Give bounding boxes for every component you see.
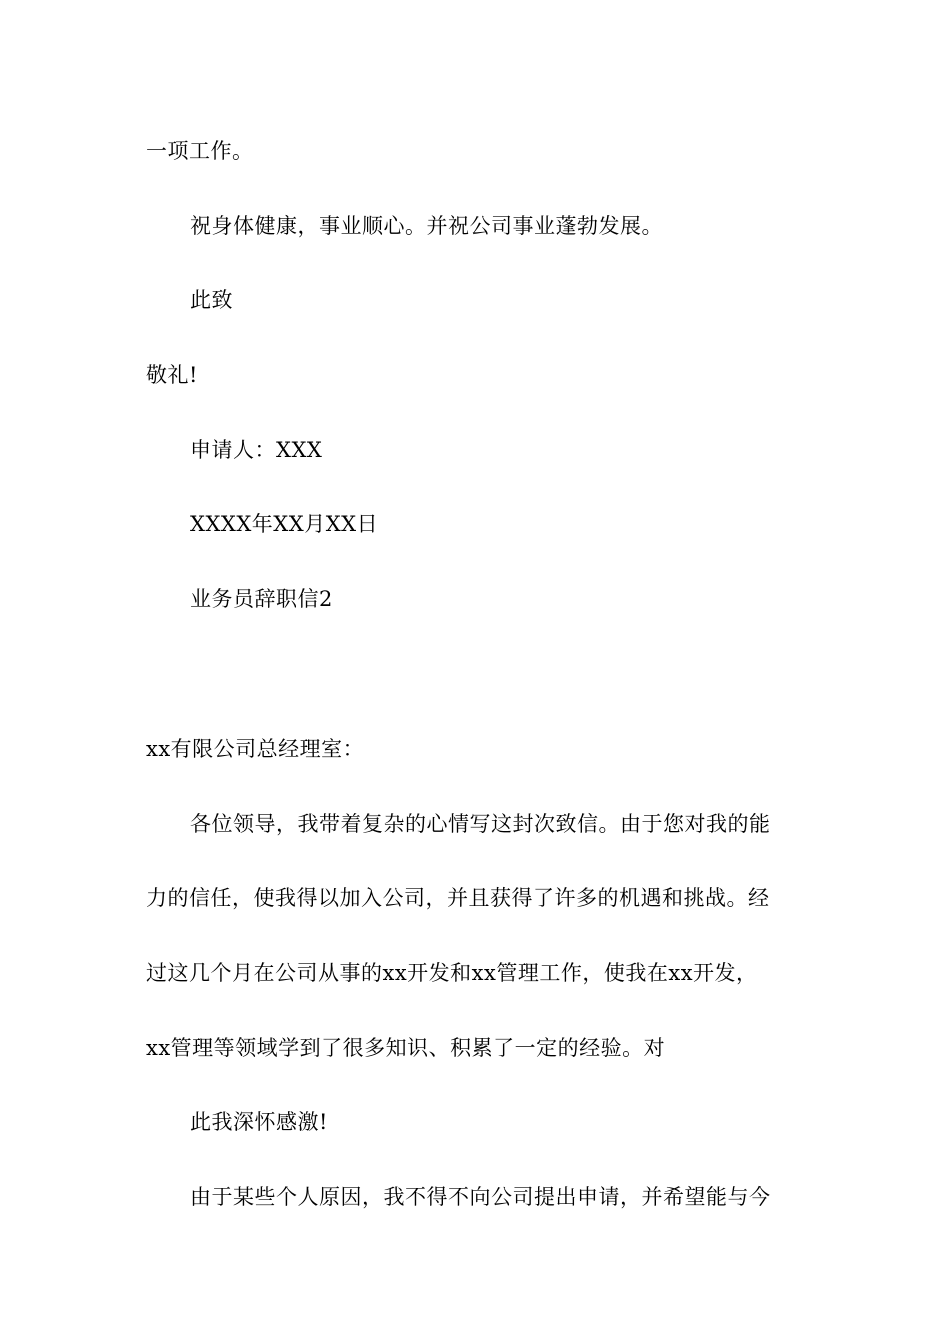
- text-line-applicant: 申请人：XXX: [190, 438, 323, 462]
- text-line-paragraph: 此我深怀感激!: [190, 1110, 328, 1134]
- text-line-paragraph: xx管理等领域学到了很多知识、积累了一定的经验。对: [146, 1036, 666, 1060]
- text-line-salutation-regards: 敬礼!: [146, 363, 198, 387]
- text-line-paragraph: 力的信任，使我得以加入公司，并且获得了许多的机遇和挑战。经: [146, 886, 770, 910]
- text-line-recipient: xx有限公司总经理室：: [146, 737, 365, 761]
- text-line-paragraph: 由于某些个人原因，我不得不向公司提出申请，并希望能与今: [190, 1185, 771, 1209]
- section-title: 业务员辞职信2: [190, 587, 333, 611]
- text-line-wishes: 祝身体健康，事业顺心。并祝公司事业蓬勃发展。: [190, 214, 663, 238]
- text-line-date: XXXX年XX月XX日: [190, 512, 379, 536]
- text-line-paragraph: 过这几个月在公司从事的xx开发和xx管理工作，使我在xx开发，: [146, 961, 758, 985]
- text-line-closing-fragment: 一项工作。: [146, 139, 254, 163]
- text-line-paragraph: 各位领导，我带着复杂的心情写这封次致信。由于您对我的能: [190, 812, 771, 836]
- text-line-salutation-to: 此致: [190, 288, 233, 312]
